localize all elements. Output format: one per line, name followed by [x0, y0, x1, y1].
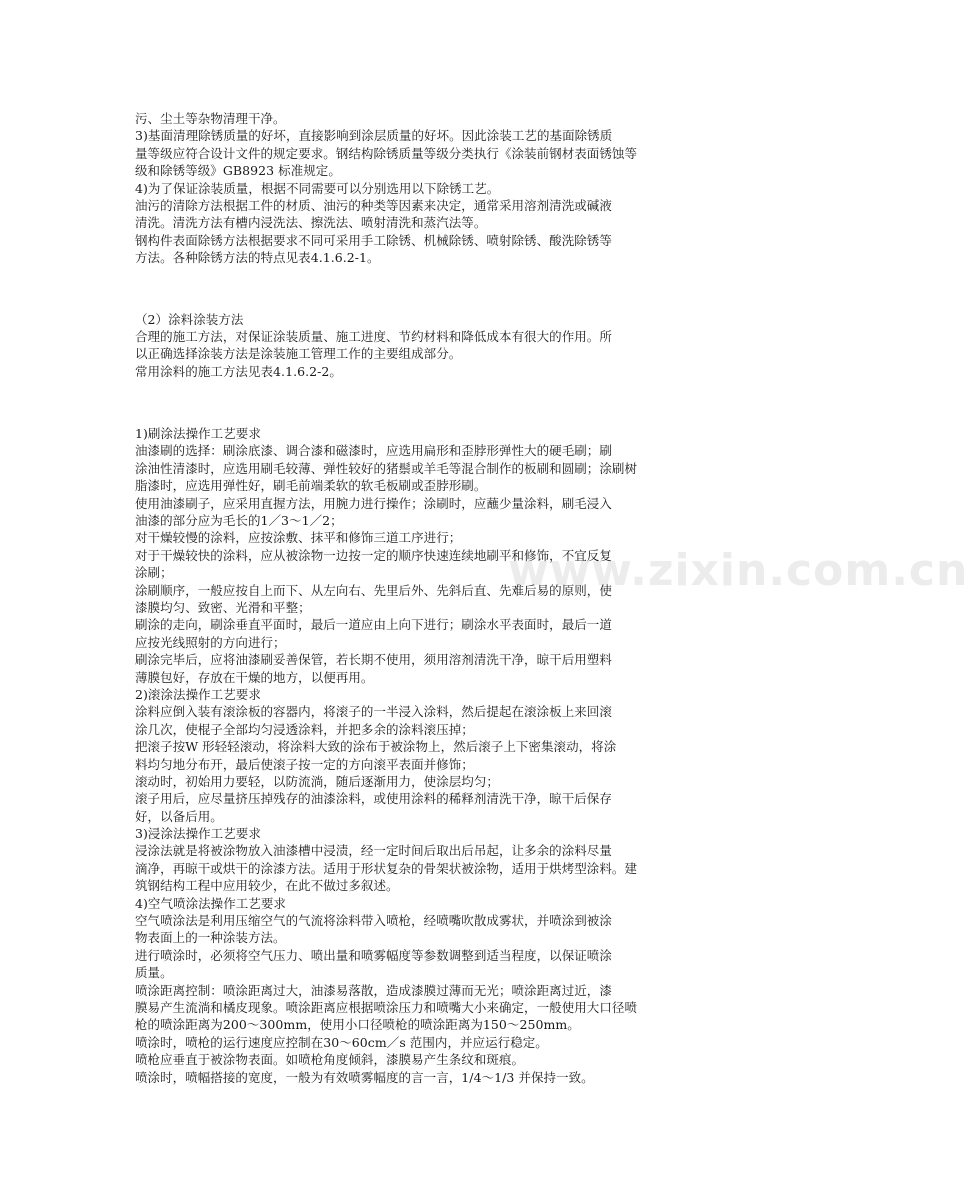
- text-line: 物表面上的一种涂装方法。: [135, 930, 286, 946]
- text-line: 油漆的部分应为毛长的1／3～1／2；: [135, 513, 343, 529]
- text-line: 以正确选择涂装方法是涂装施工管理工作的主要组成部分。: [135, 346, 462, 362]
- text-line: 油污的清除方法根据工件的材质、油污的种类等因素来决定，通常采用溶剂清洗或碱液: [135, 197, 612, 213]
- subsection-heading: 2)滚涂法操作工艺要求: [135, 686, 261, 702]
- text-line: 对于干燥较快的涂料，应从被涂物一边按一定的顺序快速连续地刷平和修饰，不宜反复: [135, 547, 612, 563]
- text-line: 涂油性清漆时，应选用刷毛较薄、弹性较好的猪鬃或羊毛等混合制作的板刷和圆刷；涂刷树: [135, 460, 638, 476]
- text-line: 喷涂时，喷幅搭接的宽度，一般为有效喷雾幅度的言一言，1/4～1/3 并保持一致。: [135, 1069, 594, 1085]
- text-line: 3)基面清理除锈质量的好坏，直接影响到涂层质量的好坏。因此涂装工艺的基面除锈质: [135, 128, 613, 144]
- text-line: 合理的施工方法，对保证涂装质量、施工进度、节约材料和降低成本有很大的作用。所: [135, 328, 612, 344]
- text-line: 进行喷涂时，必须将空气压力、喷出量和喷雾幅度等参数调整到适当程度，以保证喷涂: [135, 947, 612, 963]
- text-line: 涂刷；: [135, 565, 173, 581]
- text-line: 喷涂时，喷枪的运行速度应控制在30～60cm／s 范围内，并应运行稳定。: [135, 1034, 548, 1050]
- subsection-heading: 4)空气喷涂法操作工艺要求: [135, 895, 286, 911]
- text-line: 应按光线照射的方向进行；: [135, 634, 286, 650]
- section-gap: [135, 380, 695, 425]
- text-line: 刷涂的走向，刷涂垂直平面时，最后一道应由上向下进行；刷涂水平表面时，最后一道: [135, 617, 612, 633]
- text-line: 枪的喷涂距离为200～300mm，使用小口径喷枪的喷涂距离为150～250mm。: [135, 1017, 580, 1033]
- section-operation-requirements: [135, 425, 695, 1086]
- section-gap: [135, 267, 695, 311]
- text-line: 漆膜均匀、致密、光滑和平整；: [135, 599, 311, 615]
- text-line: 喷涂距离控制：喷涂距离过大，油漆易落散，造成漆膜过薄而无光；喷涂距离过近，漆: [135, 982, 612, 998]
- text-line: 刷涂完毕后，应将油漆刷妥善保管，若长期不使用，须用溶剂清洗干净，晾干后用塑料: [135, 652, 612, 668]
- text-line: 对干燥较慢的涂料，应按涂敷、抹平和修饰三道工序进行；: [135, 530, 462, 546]
- text-line: 空气喷涂法是利用压缩空气的气流将涂料带入喷枪，经喷嘴吹散成雾状，并喷涂到被涂: [135, 913, 612, 929]
- text-line: 油漆刷的选择：刷涂底漆、调合漆和磁漆时，应选用扁形和歪脖形弹性大的硬毛刷；刷: [135, 443, 612, 459]
- text-line: 污、尘土等杂物清理干净。: [135, 111, 286, 126]
- text-line: 滚动时，初始用力要轻，以防流淌，随后逐渐用力，使涂层均匀；: [135, 773, 499, 789]
- text-line: 喷枪应垂直于被涂物表面。如喷枪角度倾斜，漆膜易产生条纹和斑痕。: [135, 1052, 525, 1068]
- section-surface-preparation: [135, 110, 695, 267]
- text-line: 料均匀地分布开，最后使滚子按一定的方向滚平表面并修饰；: [135, 756, 474, 772]
- text-line: 钢构件表面除锈方法根据要求不同可采用手工除锈、机械除锈、喷射除锈、酸洗除锈等: [135, 232, 612, 248]
- text-line: 浸涂法就是将被涂物放入油漆槽中浸渍，经一定时间后取出后吊起，让多余的涂料尽量: [135, 843, 612, 859]
- text-line: 量等级应符合设计文件的规定要求。钢结构除锈质量等级分类执行《涂装前钢材表面锈蚀等: [135, 145, 638, 161]
- text-line: 清洗。清洗方法有槽内浸洗法、擦洗法、喷射清洗和蒸汽法等。: [135, 215, 487, 231]
- text-line: 涂刷顺序，一般应按自上而下、从左向右、先里后外、先斜后直、先难后易的原则，使: [135, 582, 612, 598]
- watermark: www.zixin.com.cn: [508, 545, 968, 596]
- text-line: 质量。: [135, 965, 173, 981]
- subsection-heading: 1)刷涂法操作工艺要求: [135, 426, 261, 442]
- text-line: 涂几次，使棍子全部均匀浸透涂料，并把多余的涂料滚压掉；: [135, 721, 474, 737]
- text-line: 薄膜包好，存放在干燥的地方，以便再用。: [135, 669, 374, 685]
- text-line: 膜易产生流淌和橘皮现象。喷涂距离应根据喷涂压力和喷嘴大小来确定，一般使用大口径喷: [135, 999, 638, 1015]
- text-line: 滚子用后，应尽量挤压掉残存的油漆涂料，或使用涂料的稀释剂清洗干净，晾干后保存: [135, 791, 612, 807]
- text-line: 常用涂料的施工方法见表4.1.6.2-2。: [135, 363, 342, 379]
- text-line: 使用油漆刷子，应采用直握方法，用腕力进行操作；涂刷时，应蘸少量涂料，刷毛浸入: [135, 495, 612, 511]
- text-line: 滴净，再晾干或烘干的涂漆方法。适用于形状复杂的骨架状被涂物，适用于烘烤型涂料。建: [135, 860, 638, 876]
- text-line: 4)为了保证涂装质量，根据不同需要可以分别选用以下除锈工艺。: [135, 180, 500, 196]
- text-line: 涂料应倒入装有滚涂板的容器内，将滚子的一半浸入涂料，然后提起在滚涂板上来回滚: [135, 704, 612, 720]
- section-heading: （2）涂料涂装方法: [135, 311, 244, 327]
- text-line: 脂漆时，应选用弹性好，刷毛前端柔软的软毛板刷或歪脖形刷。: [135, 478, 487, 494]
- text-line: 好，以备后用。: [135, 808, 223, 824]
- text-line: 级和除锈等级》GB8923 标准规定。: [135, 163, 341, 179]
- section-coating-methods: [135, 311, 695, 381]
- text-line: 筑钢结构工程中应用较少，在此不做过多叙述。: [135, 878, 399, 894]
- document-page: [135, 110, 695, 1086]
- text-line: 方法。各种除锈方法的特点见表4.1.6.2-1。: [135, 250, 380, 266]
- subsection-heading: 3)浸涂法操作工艺要求: [135, 826, 261, 842]
- text-line: 把滚子按W 形轻轻滚动，将涂料大致的涂布于被涂物上，然后滚子上下密集滚动，将涂: [135, 739, 617, 755]
